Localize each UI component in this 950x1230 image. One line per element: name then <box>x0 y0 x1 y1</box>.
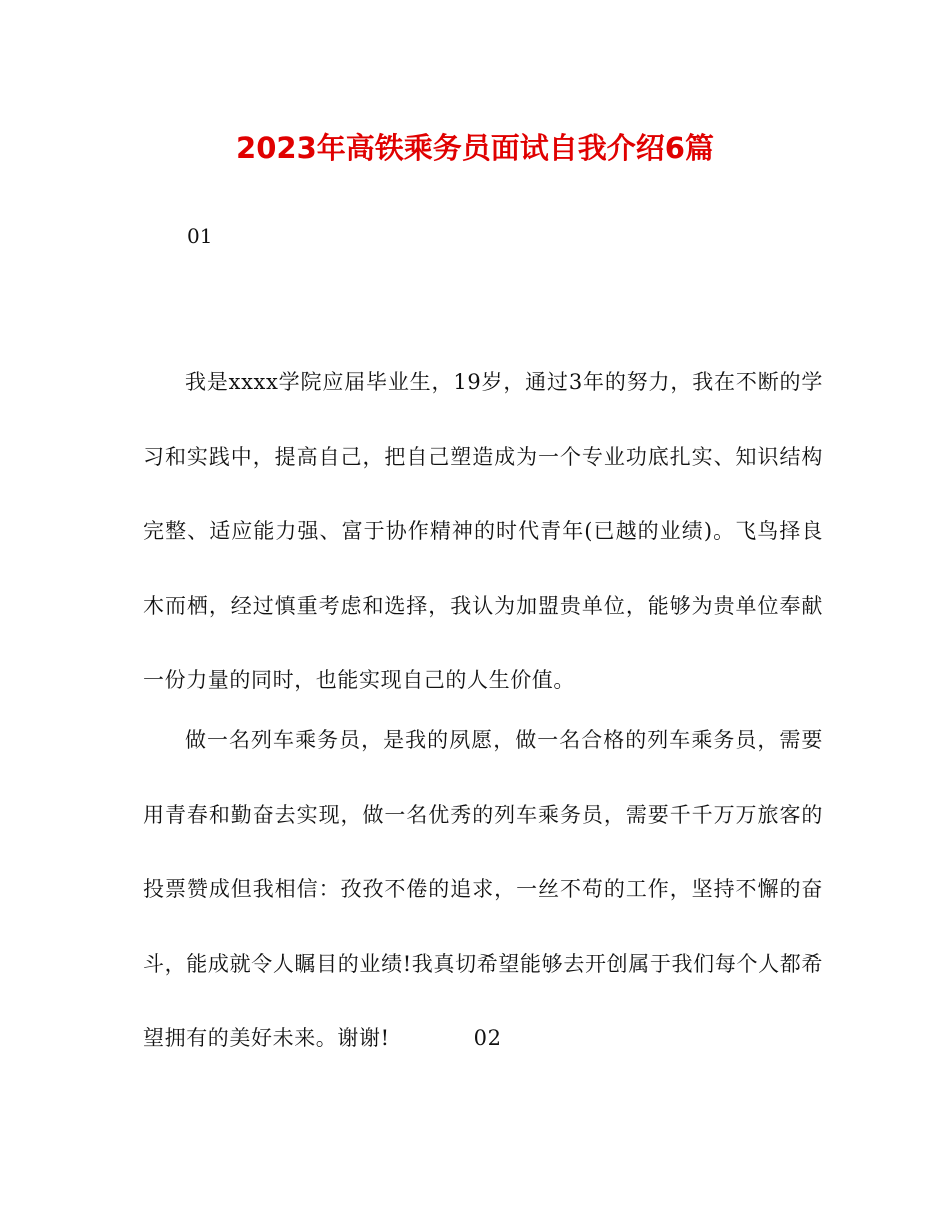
document-title: 2023年高铁乘务员面试自我介绍6篇 <box>236 131 714 165</box>
paragraph-2 <box>143 703 823 1076</box>
section-number-01: 01 <box>187 224 213 248</box>
paragraph-2-text: 做一名列车乘务员，是我的夙愿，做一名合格的列车乘务员，需要用青春和勤奋去实现，做一名优秀的列车乘务员，需要千千万万旅客的投票赞成但我相信：孜孜不倦的追求，一丝不苟的工作，坚持不懈的奋斗，能成就令人瞩目的业绩!我真切希望能够去开创属于我们每个人都希望拥有的美好未来。谢谢! <box>143 728 823 1050</box>
section-number-02: 02 <box>473 1026 502 1050</box>
paragraph-1: 我是xxxx学院应届毕业生，19岁，通过3年的努力，我在不断的学习和实践中，提高自己，把自己塑造成为一个专业功底扎实、知识结构完整、适应能力强、富于协作精神的时代青年(已越的业绩)。飞鸟择良木而栖，经过慎重考虑和选择，我认为加盟贵单位，能够为贵单位奉献一份力量的同时，也能实现自己的人生价值。 <box>143 370 823 692</box>
